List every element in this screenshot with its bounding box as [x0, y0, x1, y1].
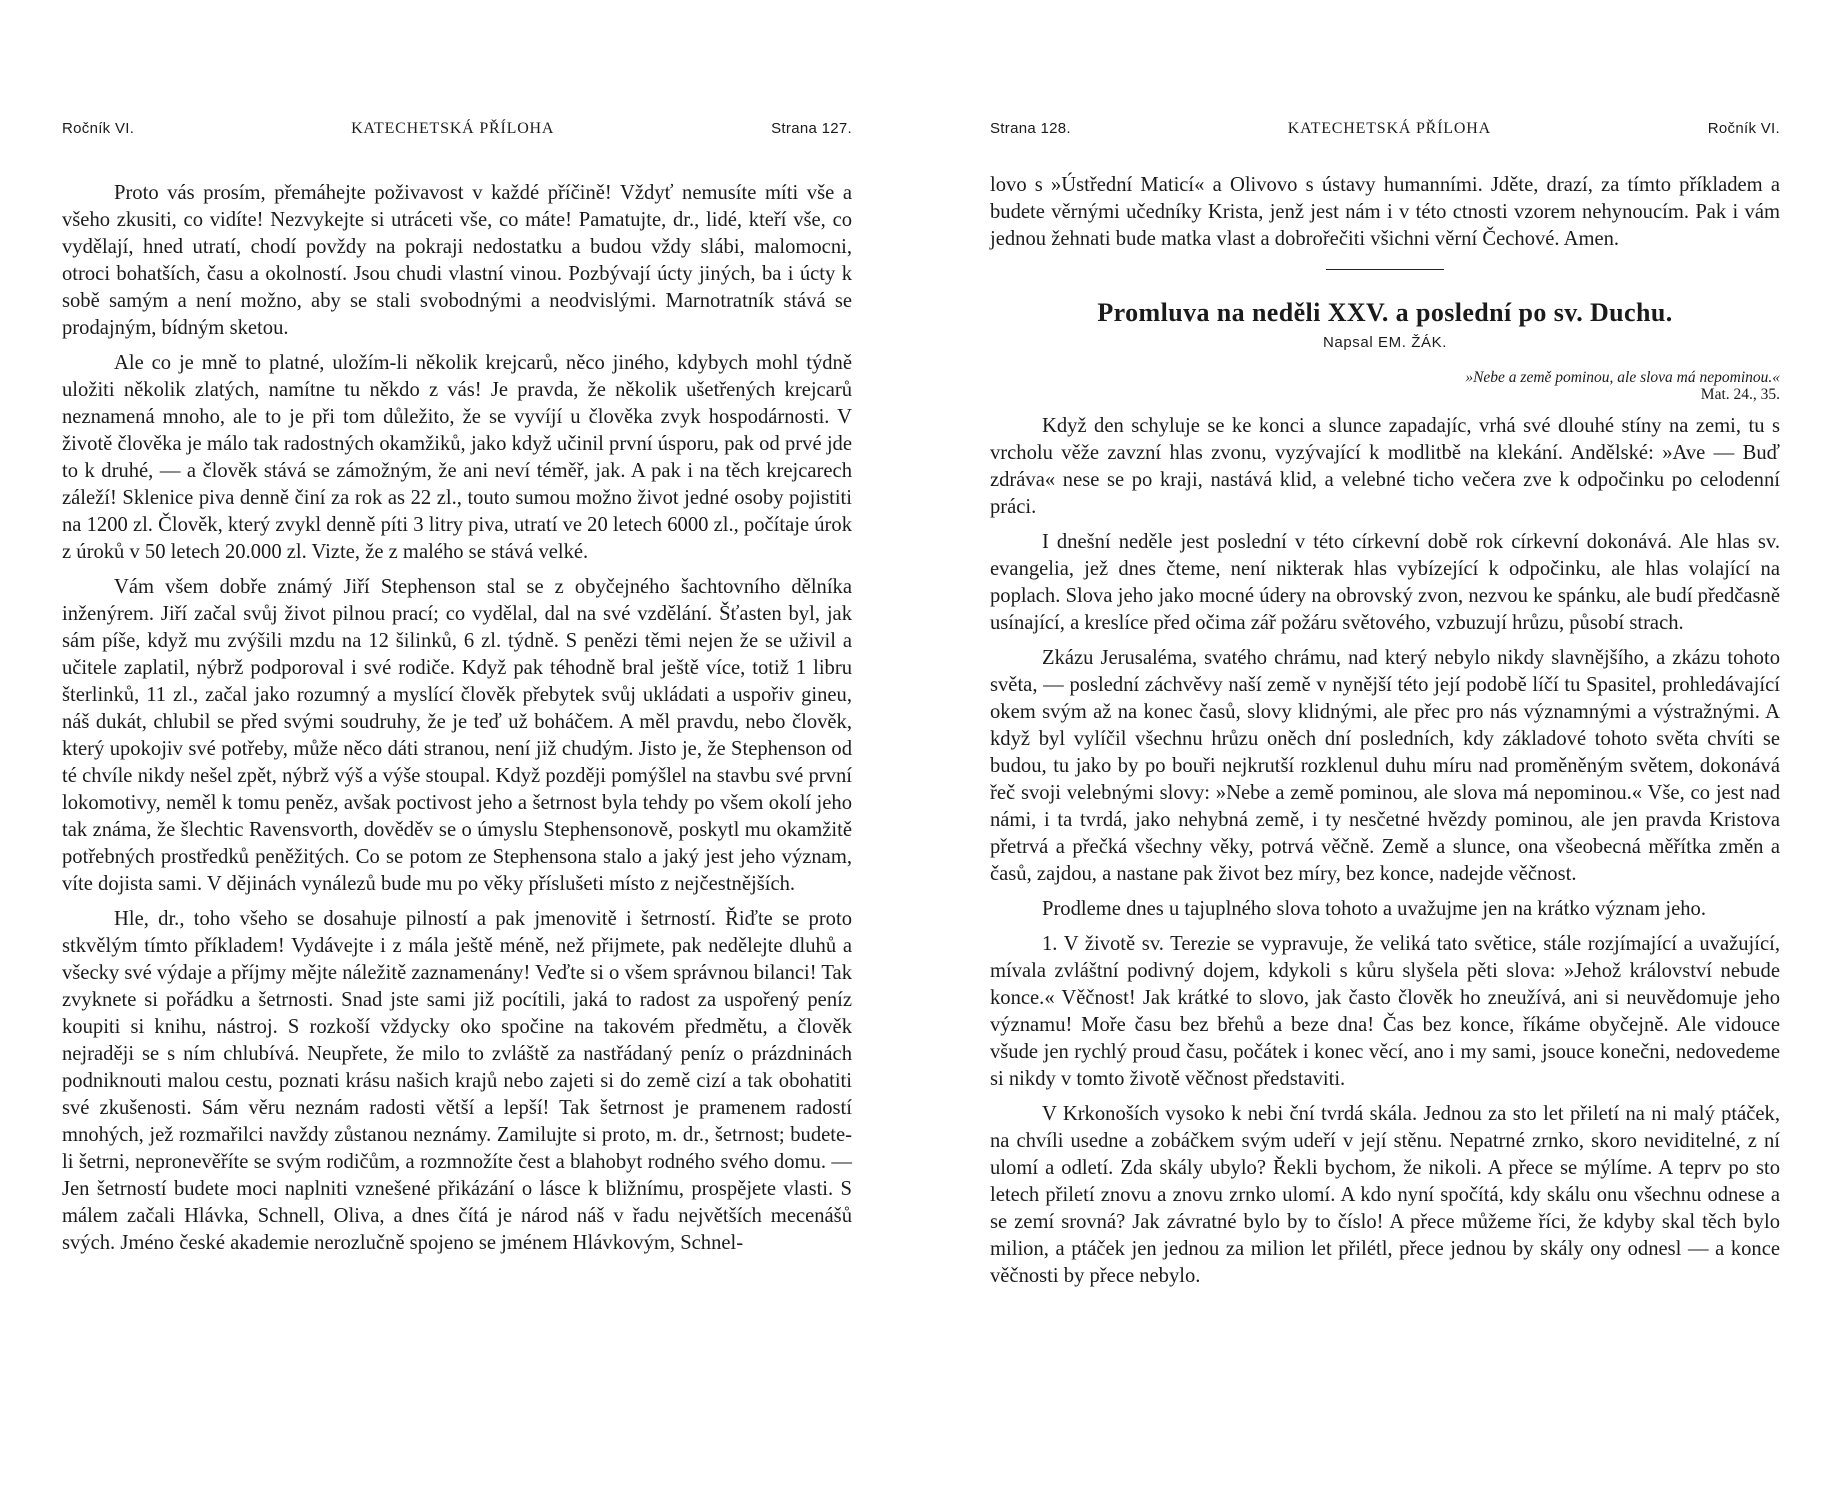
epigraph [990, 369, 1780, 403]
left-body-text [62, 180, 852, 1257]
paragraph: 1. V životě sv. Terezie se vypravuje, že veliká tato světice, stále rozjímající a uvažující, mívala zvláštní podivný dojem, kdykoli s kůru slyšela pěti slova: »Jehož království nebude konce.« Věčnost! Jak krátké to slovo, jak často člověk ho zneužívá, ani si neuvědomuje jeho významu! Moře času bez břehů a beze dna! Čas bez konce, říkáme obyčejně. Ale vidouce všude jen rychlý proud času, počátek i konec věcí, ano i my sami, jsouce konečni, nedovedeme si nikdy v tomto životě věčnost představiti. [990, 933, 1780, 1090]
running-head-right [990, 120, 1780, 142]
continuation-paragraph: lovo s »Ústřední Maticí« a Olivovo s ústavy humanními. Jděte, drazí, za tímto příkladem a budete věrnými učedníky Krista, jenž jest nám i v této ctnosti vzorem nehynoucím. Pak i vám jednou žehnati bude matka vlast a dobrořečiti všichni věrní Čechové. Amen. [990, 174, 1780, 250]
page-number: Strana 128. [990, 120, 1071, 137]
paragraph: Zkázu Jerusaléma, svatého chrámu, nad který nebylo nikdy slavnějšího, a zkázu tohoto světa, — poslední záchvěvy naší země v nynější této její podobě líčí tu Spasitel, prohledávající okem svým až na konec časů, slovy klidnými, ale přec pro nás významnými a výstražnými. A když byl vylíčil všechnu hrůzu oněch dní posledních, kdy základové tohoto světa chvíti se budou, tu jako by po bouři nejkrutší rozklenul duhu míru nad proměněným světem, dokonává řeč svoji velebnými slovy: »Nebe a země pominou, ale slova má nepominou.« Vše, co jest nad námi, i ta tvrdá, jako nehybná země, i ty nesčetné hvězdy pominou, ale jen pravda Kristova přetrvá a přečká všechny věky, potrvá věčně. Země a slunce, ona všeobecná měřítka změn a časů, zajdou, a nastane pak život bez míry, bez konce, nadejde věčnost. [990, 647, 1780, 885]
journal-title: KATECHETSKÁ PŘÍLOHA [351, 120, 555, 137]
page-number: Strana 127. [771, 120, 852, 137]
paragraph: Vám všem dobře známý Jiří Stephenson stal se z obyčejného šachtovního dělníka inženýrem. Jiří začal svůj život pilnou prací; co vydělal, dal na své vzdělání. Šťasten byl, jak sám píše, když mu zvýšili mzdu na 12 šilinků, 6 zl. týdně. S penězi těmi nejen že se uživil a učitele zaplatil, nýbrž podporoval i své rodiče. Když pak téhodně bral ještě více, totiž 1 libru šterlinků, 11 zl., začal jako rozumný a myslící člověk přebytek svůj ukládati a uspořiv gineu, náš dukát, chlubil se před svými soudruhy, že je teď už boháčem. A měl pravdu, nebo člověk, který upokojiv své potřeby, může něco dáti stranou, není již chudým. Jisto je, že Stephenson od té chvíle nikdy nešel zpět, nýbrž výš a výše stoupal. Když později pomýšlel na stavbu své první lokomotivy, neměl k tomu peněz, avšak poctivost jeho a šetrnost byla tehdy po všem okolí jeho tak známa, že šlechtic Ravensvorth, dověděv se o úmyslu Stephensonově, poskytl mu okamžitě potřebných prostředků peněžitých. Co se potom ze Stephensona stalo a jaký jest jeho význam, víte dojista sami. V dějinách vynálezů bude mu po věky příslušeti místo z nejčestnějších. [62, 576, 852, 895]
paragraph: Prodleme dnes u tajuplného slova tohoto a uvažujme jen na krátko význam jeho. [1042, 898, 1706, 920]
paragraph: Proto vás prosím, přemáhejte poživavost v každé příčině! Vždyť nemusíte míti vše a všeho zkusiti, co vidíte! Nezvykejte si utráceti vše, co máte! Pamatujte, dr., lidé, kteří vše, co vydělají, hned utratí, chodí povždy na pokraji nedostatku a budou vždy slábi, malomocni, otroci bohatších, času a okolností. Jsou chudi vlastní vinou. Pozbývají úcty jiných, ba i úcty k sobě samým a není možno, aby se stali svobodnými a neodvislými. Marnotratník stává se prodajným, bídným sketou. [62, 182, 852, 339]
journal-title: KATECHETSKÁ PŘÍLOHA [1287, 120, 1491, 137]
section-divider [1326, 269, 1444, 270]
left-page [62, 120, 852, 1265]
paragraph: V Krkonoších vysoko k nebi ční tvrdá skála. Jednou za sto let přiletí na ni malý ptáček, na chvíli usedne a zobáčkem svým udeří v její stěnu. Nepatrné zrnko, skoro neviditelné, z ní ulomí a odletí. Zda skály ubylo? Řekli bychom, že nikoli. A přece se mýlíme. A teprv po sto letech přiletí znovu a znovu zrnko ulomí. A kdo nyní spočítá, kdy skálu onu všechnu odnese a se zemí srovná? Jak závratné bylo by to číslo! A přece můžeme říci, že kdyby skal těch bylo milion, a ptáček jen jednou za milion let přilétl, přece jednou by skály ony odnesl — a konce věčnosti by přece nebylo. [990, 1103, 1780, 1287]
epigraph-source: Mat. 24., 35. [1700, 386, 1780, 403]
paragraph: Ale co je mně to platné, uložím-li několik krejcarů, něco jiného, kdybych mohl týdně uložiti několik zlatých, namítne tu někdo z vás! Je pravda, že několik ušetřených krejcarů neznamená mnoho, ale to je při tom důležito, že se vyvíjí u člověka zvyk hospodárnosti. V životě člověka je málo tak radostných okamžiků, jako když učinil první úsporu, pak od prvé jde to k druhé, — a člověk stává se zámožným, že ani neví téměř, jak. A pak i na těch krejcarech záleží! Sklenice piva denně činí za rok as 22 zl., touto sumou možno život jedné osoby pojistiti na 1200 zl. Člověk, který zvykl denně píti 3 litry piva, utratí ve 20 letech 6000 zl., počítaje úrok z úroků v 50 letech 20.000 zl. Vizte, že z malého se stává velké. [62, 352, 852, 563]
paragraph: Hle, dr., toho všeho se dosahuje pilností a pak jmenovitě i šetrností. Řiďte se proto stkvělým tímto příkladem! Vydávejte i z mála ještě méně, než přijmete, pak nedělejte dluhů a všecky své výdaje a příjmy mějte náležitě zaznamenány! Veďte si o všem správnou bilanci! Tak zvyknete si pořádku a šetrnosti. Snad jste sami již pocítili, jaká to radost za uspořený peníz koupiti si knihu, nástroj. S rozkoší vždycky oko spočine na takovém předmětu, a člověk nejraději se s ním chlubívá. Neupřete, že milo to zvláště za nastřádaný peníz o prázdninách podniknouti malou cestu, poznati krásu našich krajů nebo zajeti si do země cizí a tak obohatiti své zkušenosti. Sám věru neznám radosti větší a lepší! Tak šetrnost je pramenem radostí mnohých, jež rozmařilci navždy zůstanou neznámy. Zamilujte si proto, m. dr., šetrnost; budete-li šetrni, nepronevěříte se svým rodičům, a rozmnožíte čest a blahobyt rodného svého domu. — Jen šetrností budete moci naplniti vznešené přikázání o lásce k bližnímu, prospějete vlasti. S málem začali Hlávka, Schnell, Oliva, a dnes čítá je národ náš v řadu největších mecenášů svých. Jméno české akademie nerozlučně spojeno se jménem Hlávkovým, Schnel- [62, 908, 852, 1254]
running-head-left [62, 120, 852, 142]
right-page [990, 120, 1780, 1298]
volume-label: Ročník VI. [1707, 120, 1780, 137]
right-body-text [990, 172, 1780, 1290]
section-title: Promluva na neděli XXV. a poslední po sv. Duchu. [1097, 298, 1673, 327]
paragraph: Když den schyluje se ke konci a slunce zapadajíc, vrhá své dlouhé stíny na zemi, tu s vrcholu věže zavzní hlas zvonu, vyzývající k modlitbě na klekání. Andělské: »Ave — Buď zdráva« nese se po kraji, nastává klid, a velebné ticho večera zve k odpočinku po celodenní práci. [990, 415, 1780, 518]
author-line: Napsal EM. ŽÁK. [1322, 334, 1448, 351]
paragraph: I dnešní neděle jest poslední v této církevní době rok církevní dokonává. Ale hlas sv. evangelia, jež dnes čteme, není nikterak hlas vybízející k odpočinku, ale hlas volající na poplach. Slova jeho jako mocné údery na obrovský zvon, nezvou ke spánku, ale budí předčasně usínající, a kreslíce před očima zář požáru světového, vzbuzují hrůzu, působí strach. [990, 531, 1780, 634]
epigraph-quote: »Nebe a země pominou, ale slova má nepominou.« [1465, 369, 1780, 386]
volume-label: Ročník VI. [62, 120, 135, 137]
